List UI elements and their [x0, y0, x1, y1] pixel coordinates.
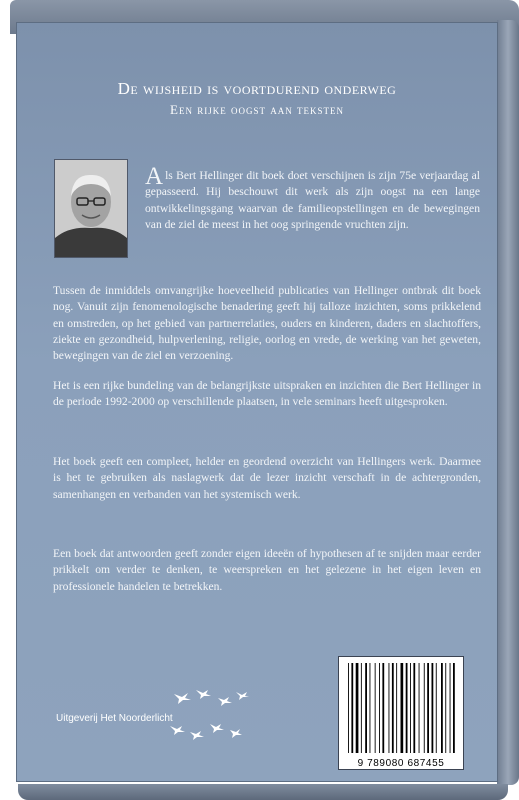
- intro-paragraph: [145, 163, 480, 233]
- barcode-panel: [338, 656, 464, 770]
- blurb-paragraph-4: Een boek dat antwoorden geeft zonder eigen ideeën of hypothesen af te snijden maar eerder prikkelt om verder te denken, te weerspreken en het gelezene in het eigen leven en professionele handelen te betrekken.: [53, 547, 481, 593]
- isbn-number: 9 789080 687455: [357, 758, 445, 769]
- book-subtitle: Een rijke oogst aan teksten: [170, 102, 344, 117]
- barcode-icon: [346, 663, 456, 753]
- book-bottom-edge: [18, 784, 508, 800]
- intro-text: ls Bert Hellinger dit boek doet verschijnen is zijn 75e verjaardag al gepasseerd. Hij beschouwt dit werk als zijn oogst na een lange ontwikkelingsgang waarvan de familieopstellingen en de bewegingen van de ziel de meest in het oog springende vruchten zijn.: [145, 169, 480, 231]
- publisher-name: Uitgeverij Het Noorderlicht: [56, 713, 173, 724]
- drop-cap: A: [145, 163, 164, 190]
- book-spine-edge: [497, 20, 519, 785]
- blurb-paragraph-3: Het boek geeft een compleet, helder en geordend overzicht van Hellingers werk. Daarmee is het te gebruiken als naslagwerk dat de lezer inzicht verschaft in de achtergronden, samenhangen en verbanden van het systemisch werk.: [53, 455, 481, 501]
- book-title: De wijsheid is voortdurend onderweg: [117, 79, 397, 98]
- blurb-paragraph-1: Tussen de inmiddels omvangrijke hoeveelheid publicaties van Hellinger ontbrak dit boek nog. Vanuit zijn fenomenologische benadering geeft hij talloze inzichten, soms prikkelend en omstreden, op het gebied van partnerrelaties, ouders en kinderen, daders en slachtoffers, ziekte en gezondheid, hulpverlening, religie, oorlog en vrede, de werking van het geweten, bewegingen van de ziel en verzoening.: [53, 284, 481, 363]
- blurb-paragraph-2: Het is een rijke bundeling van de belangrijkste uitspraken en inzichten die Bert Hellinger in de periode 1992-2000 op verschillende plaatsen, in vele seminars heeft uitgesproken.: [53, 379, 481, 409]
- author-photo: [54, 159, 128, 258]
- author-portrait-icon: [55, 160, 127, 257]
- cover-panel: [16, 22, 498, 782]
